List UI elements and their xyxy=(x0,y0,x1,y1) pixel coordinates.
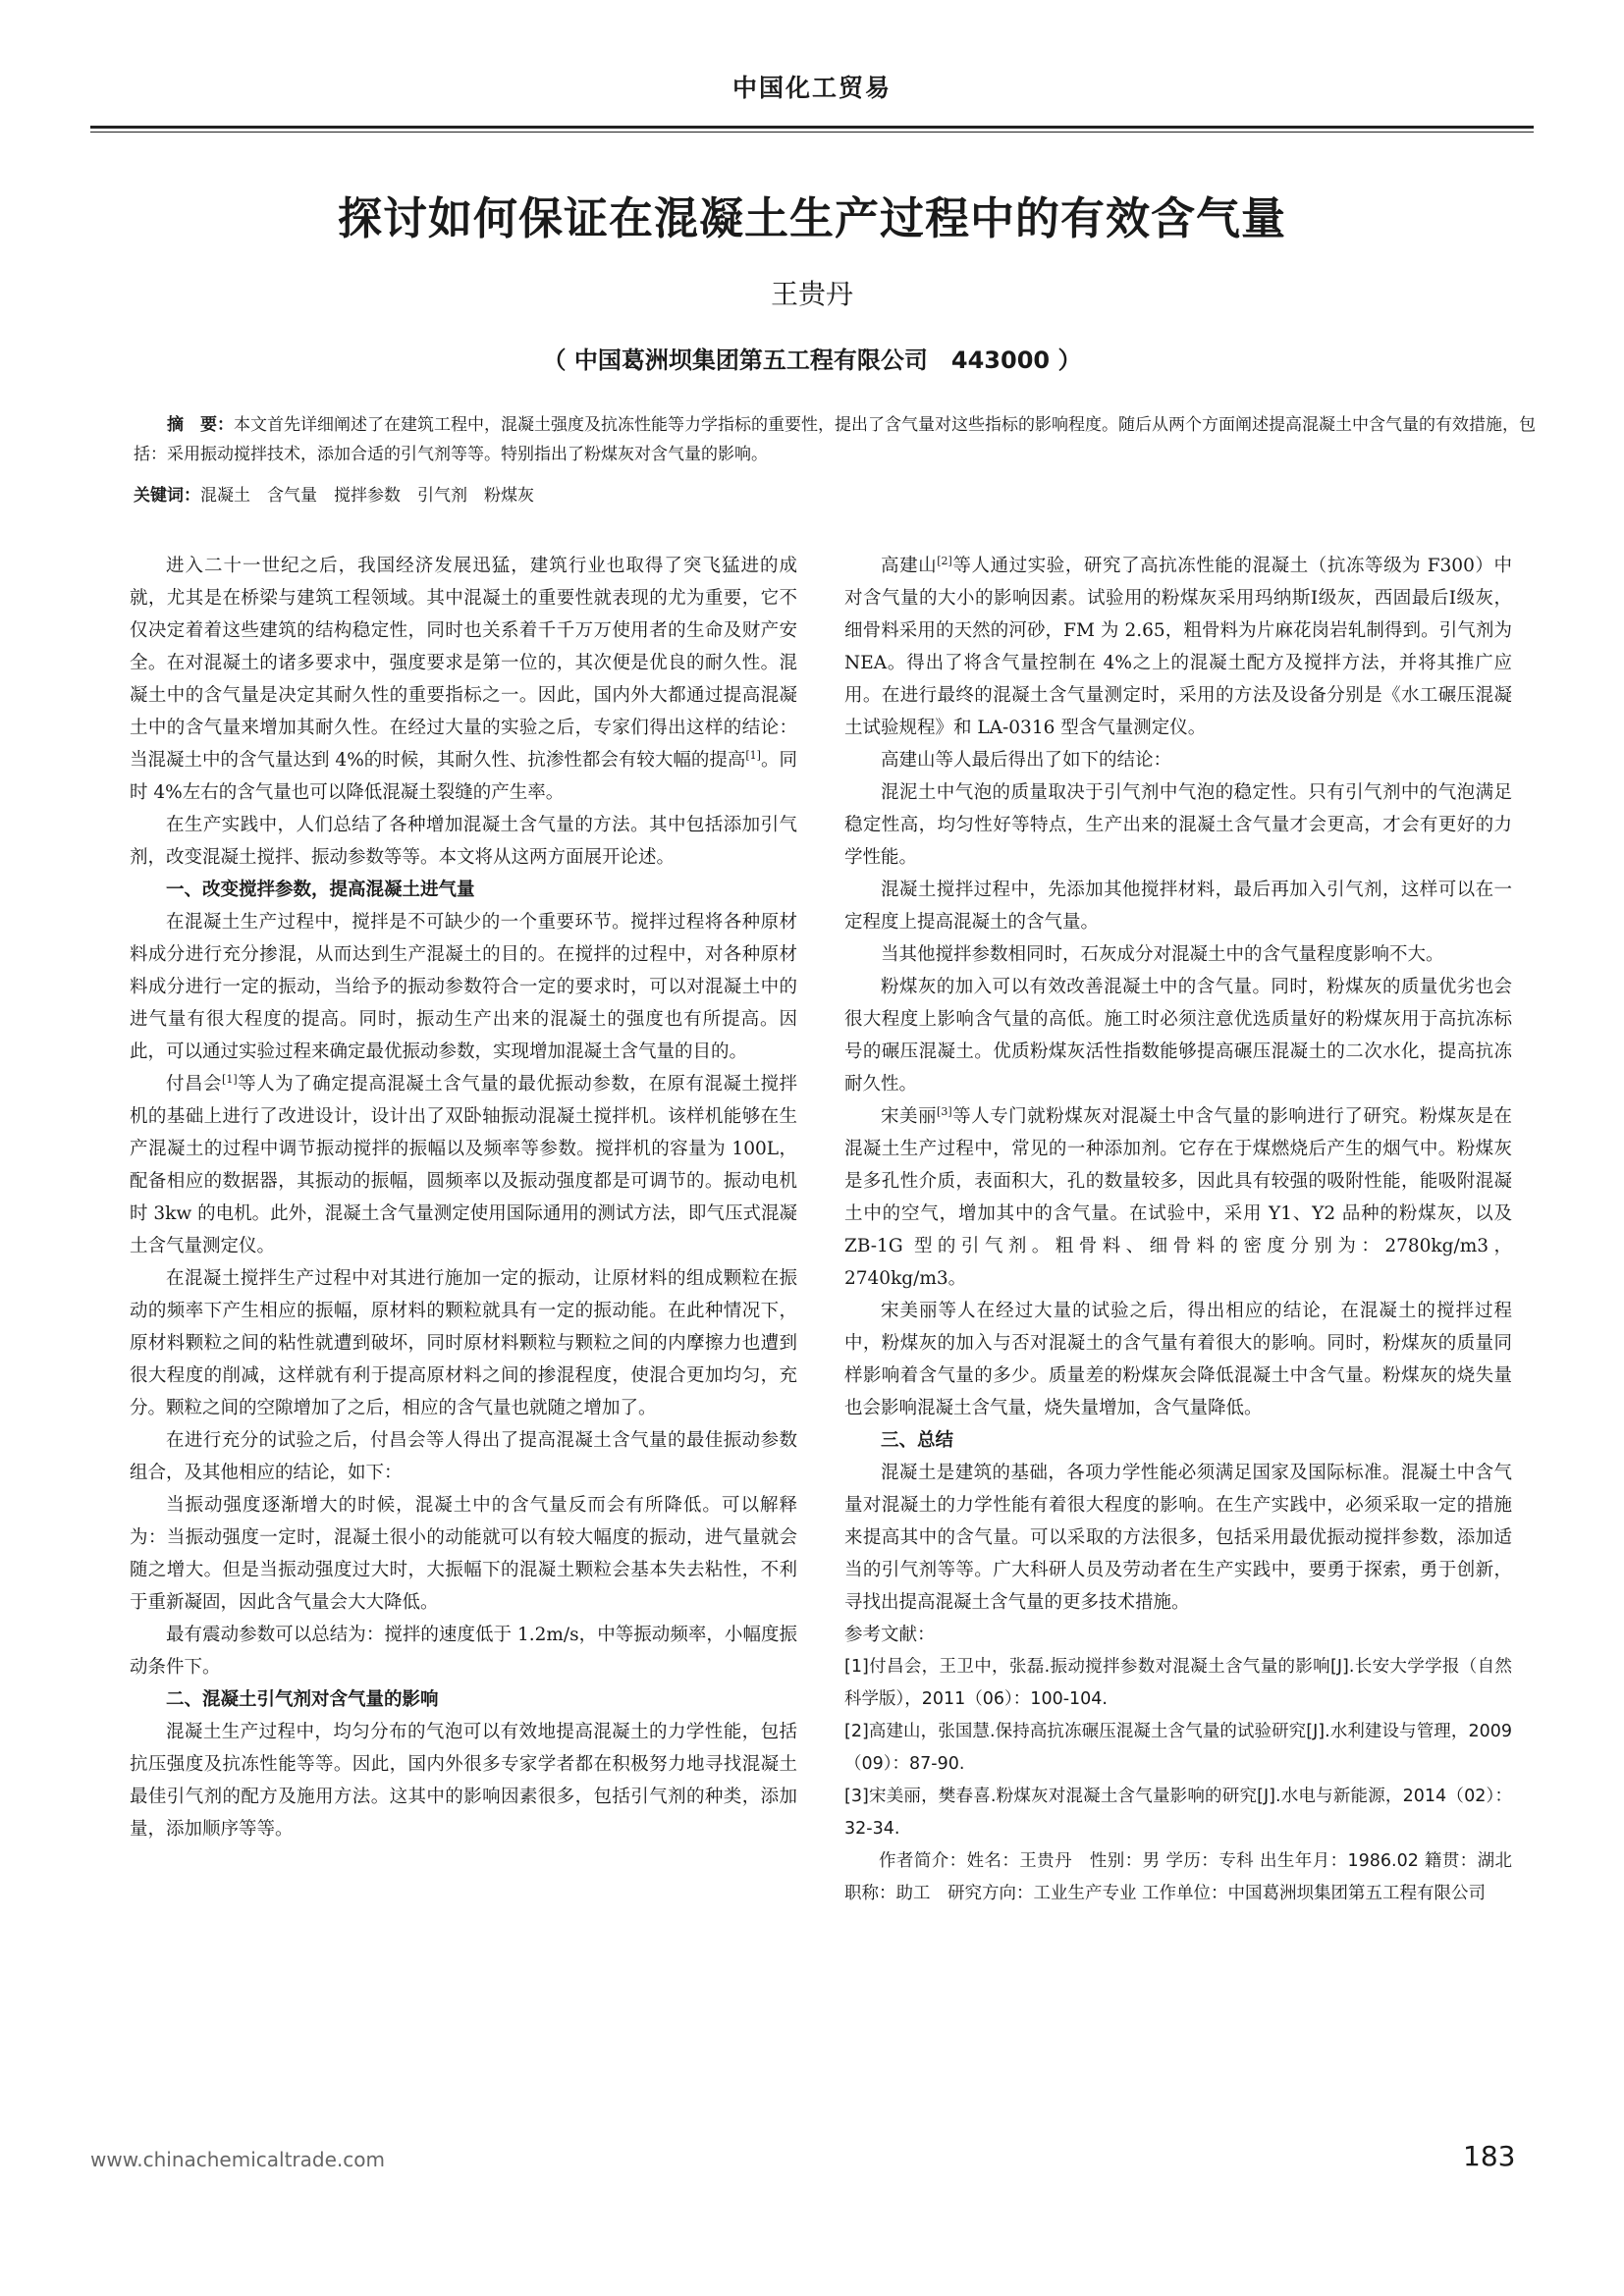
paragraph xyxy=(130,550,797,809)
affiliation: （ 中国葛洲坝集团第五工程有限公司 443000 ） xyxy=(542,347,1082,374)
paragraph: 在生产实践中，人们总结了各种增加混凝土含气量的方法。其中包括添加引气剂，改变混凝土搅拌、振动参数等等。本文将从这两方面展开论述。 xyxy=(130,815,797,868)
abstract-text: 本文首先详细阐述了在建筑工程中，混凝土强度及抗冻性能等力学指标的重要性，提出了含气量对这些指标的影响程度。随后从两个方面阐述提高混凝土中含气量的有效措施，包括：采用振动搅拌技术，添加合适的引气剂等等。特别指出了粉煤灰对含气量的影响。 xyxy=(134,415,1536,464)
paragraph-text: 。同时 4%左右的含气量也可以降低混凝土裂缝的产生率。 xyxy=(130,750,797,803)
reference-item: [1]付昌会，王卫中，张磊.振动搅拌参数对混凝土含气量的影响[J].长安大学学报（自然科学版），2011（06）：100-104. xyxy=(844,1657,1512,1709)
header-rule-thin xyxy=(90,132,1534,133)
abstract xyxy=(134,410,1536,469)
paragraph: 在混凝土搅拌生产过程中对其进行施加一定的振动，让原材料的组成颗粒在振动的频率下产生相应的振幅，原材料的颗粒就具有一定的振动能。在此种情况下，原材料颗粒之间的粘性就遭到破坏，同时原材料颗粒与颗粒之间的内摩擦力也遭到很大程度的削减，这样就有利于提高原材料之间的掺混程度，使混合更加均匀，充分。颗粒之间的空隙增加了之后，相应的含气量也就随之增加了。 xyxy=(130,1268,797,1418)
paragraph xyxy=(844,1100,1512,1295)
citation: [3] xyxy=(937,1104,952,1118)
keywords xyxy=(134,481,1536,510)
paragraph-text: 高建山 xyxy=(881,556,938,576)
paragraph: 混凝土生产过程中，均匀分布的气泡可以有效地提高混凝土的力学性能，包括抗压强度及抗冻性能等等。因此，国内外很多专家学者都在积极努力地寻找混凝土最佳引气剂的配方及施用方法。这其中的影响因素很多，包括引气剂的种类，添加量，添加顺序等等。 xyxy=(130,1722,797,1840)
paragraph: 最有震动参数可以总结为：搅拌的速度低于 1.2m/s，中等振动频率，小幅度振动条件下。 xyxy=(130,1625,797,1678)
article-title: 探讨如何保证在混凝土生产过程中的有效含气量 xyxy=(337,192,1286,244)
section-heading-3: 三、总结 xyxy=(881,1430,954,1451)
citation: [1] xyxy=(745,748,761,762)
citation: [2] xyxy=(937,554,952,567)
paragraph-text: 宋美丽 xyxy=(881,1106,938,1127)
right-column xyxy=(844,550,1512,1910)
paragraph: 高建山等人最后得出了如下的结论： xyxy=(881,750,1172,771)
paragraph: 混泥土中气泡的质量取决于引气剂中气泡的稳定性。只有引气剂中的气泡满足稳定性高，均匀性好等特点，生产出来的混凝土含气量才会更高，才会有更好的力学性能。 xyxy=(844,782,1512,868)
journal-name: 中国化工贸易 xyxy=(731,74,892,102)
keywords-label: 关键词： xyxy=(134,486,200,506)
page-number: 183 xyxy=(1463,2140,1516,2172)
author-bio: 作者简介：姓名：王贵丹 性别：男 学历：专科 出生年月：1986.02 籍贯：湖北 职称：助工 研究方向：工业生产专业 工作单位：中国葛洲坝集团第五工程有限公司 xyxy=(844,1851,1512,1903)
footer-url: www.chinachemicaltrade.com xyxy=(90,2148,385,2171)
paragraph: 粉煤灰的加入可以有效改善混凝土中的含气量。同时，粉煤灰的质量优劣也会很大程度上影响含气量的高低。施工时必须注意优选质量好的粉煤灰用于高抗冻标号的碾压混凝土。优质粉煤灰活性指数能够提高碾压混凝土的二次水化，提高抗冻耐久性。 xyxy=(844,977,1512,1095)
paragraph: 混凝土搅拌过程中，先添加其他搅拌材料，最后再加入引气剂，这样可以在一定程度上提高混凝土的含气量。 xyxy=(844,880,1512,933)
paragraph: 混凝土是建筑的基础，各项力学性能必须满足国家及国际标准。混凝土中含气量对混凝土的力学性能有着很大程度的影响。在生产实践中，必须采取一定的措施来提高其中的含气量。可以采取的方法很多，包括采用最优振动搅拌参数，添加适当的引气剂等等。广大科研人员及劳动者在生产实践中，要勇于探索，勇于创新，寻找出提高混凝土含气量的更多技术措施。 xyxy=(844,1463,1512,1613)
paragraph-text: 进入二十一世纪之后，我国经济发展迅猛，建筑行业也取得了突飞猛进的成就，尤其是在桥梁与建筑工程领域。其中混凝土的重要性就表现的尤为重要，它不仅决定着着这些建筑的结构稳定性，同时也关系着千千万万使用者的生命及财产安全。在对混凝土的诸多要求中，强度要求是第一位的，其次便是优良的耐久性。混凝土中的含气量是决定其耐久性的重要指标之一。因此，国内外大都通过提高混凝土中的含气量来增加其耐久性。在经过大量的实验之后，专家们得出这样的结论：当混凝土中的含气量达到 4%的时候，其耐久性、抗渗性都会有较大幅的提高 xyxy=(130,556,797,771)
section-heading-2: 二、混凝土引气剂对含气量的影响 xyxy=(166,1689,439,1710)
abstract-label: 摘 要： xyxy=(167,415,234,435)
header-rule-thick xyxy=(90,126,1534,129)
paragraph: 在进行充分的试验之后，付昌会等人得出了提高混凝土含气量的最佳振动参数组合，及其他相应的结论，如下： xyxy=(130,1430,797,1483)
paragraph-text: 等人通过实验，研究了高抗冻性能的混凝土（抗冻等级为 F300）中对含气量的大小的影响因素。试验用的粉煤灰采用玛纳斯Ⅰ级灰，西固最后Ⅰ级灰，细骨料采用的天然的河砂，FM 为 2.65，粗骨料为片麻花岗岩轧制得到。引气剂为 NEA。得出了将含气量控制在 4%之上的混凝土配方及搅拌方法，并将其推广应用。在进行最终的混凝土含气量测定时，采用的方法及设备分别是《水工碾压混凝土试验规程》和 LA-0316 型含气量测定仪。 xyxy=(844,556,1512,738)
paragraph xyxy=(130,1068,797,1262)
paragraph: 当振动强度逐渐增大的时候，混凝土中的含气量反而会有所降低。可以解释为：当振动强度一定时，混凝土很小的动能就可以有较大幅度的振动，进气量就会随之增大。但是当振动强度过大时，大振幅下的混凝土颗粒会基本失去粘性，不利于重新凝固，因此含气量会大大降低。 xyxy=(130,1495,797,1613)
paragraph-text: 付昌会 xyxy=(166,1074,223,1095)
paragraph: 当其他搅拌参数相同时，石灰成分对混凝土中的含气量程度影响不大。 xyxy=(881,944,1444,965)
paragraph: 在混凝土生产过程中，搅拌是不可缺少的一个重要环节。搅拌过程将各种原材料成分进行充分掺混，从而达到生产混凝土的目的。在搅拌的过程中，对各种原材料成分进行一定的振动，当给予的振动参数符合一定的要求时，可以对混凝土中的进气量有很大程度的提高。同时，振动生产出来的混凝土的强度也有所提高。因此，可以通过实验过程来确定最优振动参数，实现增加混凝土含气量的目的。 xyxy=(130,912,797,1062)
reference-item: [2]高建山，张国慧.保持高抗冻碾压混凝土含气量的试验研究[J].水利建设与管理，2009（09）：87-90. xyxy=(844,1722,1512,1774)
paragraph xyxy=(844,550,1512,744)
keywords-text: 混凝土 含气量 搅拌参数 引气剂 粉煤灰 xyxy=(200,486,534,506)
citation: [1] xyxy=(222,1072,238,1086)
paragraph-text: 等人专门就粉煤灰对混凝土中含气量的影响进行了研究。粉煤灰是在混凝土生产过程中，常见的一种添加剂。它存在于煤燃烧后产生的烟气中。粉煤灰是多孔性介质，表面积大，孔的数量较多，因此具有较强的吸附性能，能吸附混凝土中的空气，增加其中的含气量。在试验中，采用 Y1、Y2 品种的粉煤灰，以及 ZB-1G 型的引气剂。粗骨料、细骨料的密度分别为：2780kg/m3，2740kg/m3。 xyxy=(844,1106,1512,1289)
left-column xyxy=(130,550,797,1845)
section-heading-1: 一、改变搅拌参数，提高混凝土进气量 xyxy=(166,880,475,900)
paragraph-text: 等人为了确定提高混凝土含气量的最优振动参数，在原有混凝土搅拌机的基础上进行了改进设计，设计出了双卧轴振动混凝土搅拌机。该样机能够在生产混凝土的过程中调节振动搅拌的振幅以及频率等参数。搅拌机的容量为 100L，配备相应的数据器，其振动的振幅，圆频率以及振动强度都是可调节的。振动电机时 3kw 的电机。此外，混凝土含气量测定使用国际通用的测试方法，即气压式混凝土含气量测定仪。 xyxy=(130,1074,797,1256)
author: 王贵丹 xyxy=(770,278,853,310)
references-title: 参考文献： xyxy=(844,1625,936,1645)
reference-item: [3]宋美丽，樊春喜.粉煤灰对混凝土含气量影响的研究[J].水电与新能源，2014（02）：32-34. xyxy=(844,1787,1512,1839)
paragraph: 宋美丽等人在经过大量的试验之后，得出相应的结论，在混凝土的搅拌过程中，粉煤灰的加入与否对混凝土的含气量有着很大的影响。同时，粉煤灰的质量同样影响着含气量的多少。质量差的粉煤灰会降低混凝土中含气量。粉煤灰的烧失量也会影响混凝土含气量，烧失量增加，含气量降低。 xyxy=(844,1301,1512,1418)
